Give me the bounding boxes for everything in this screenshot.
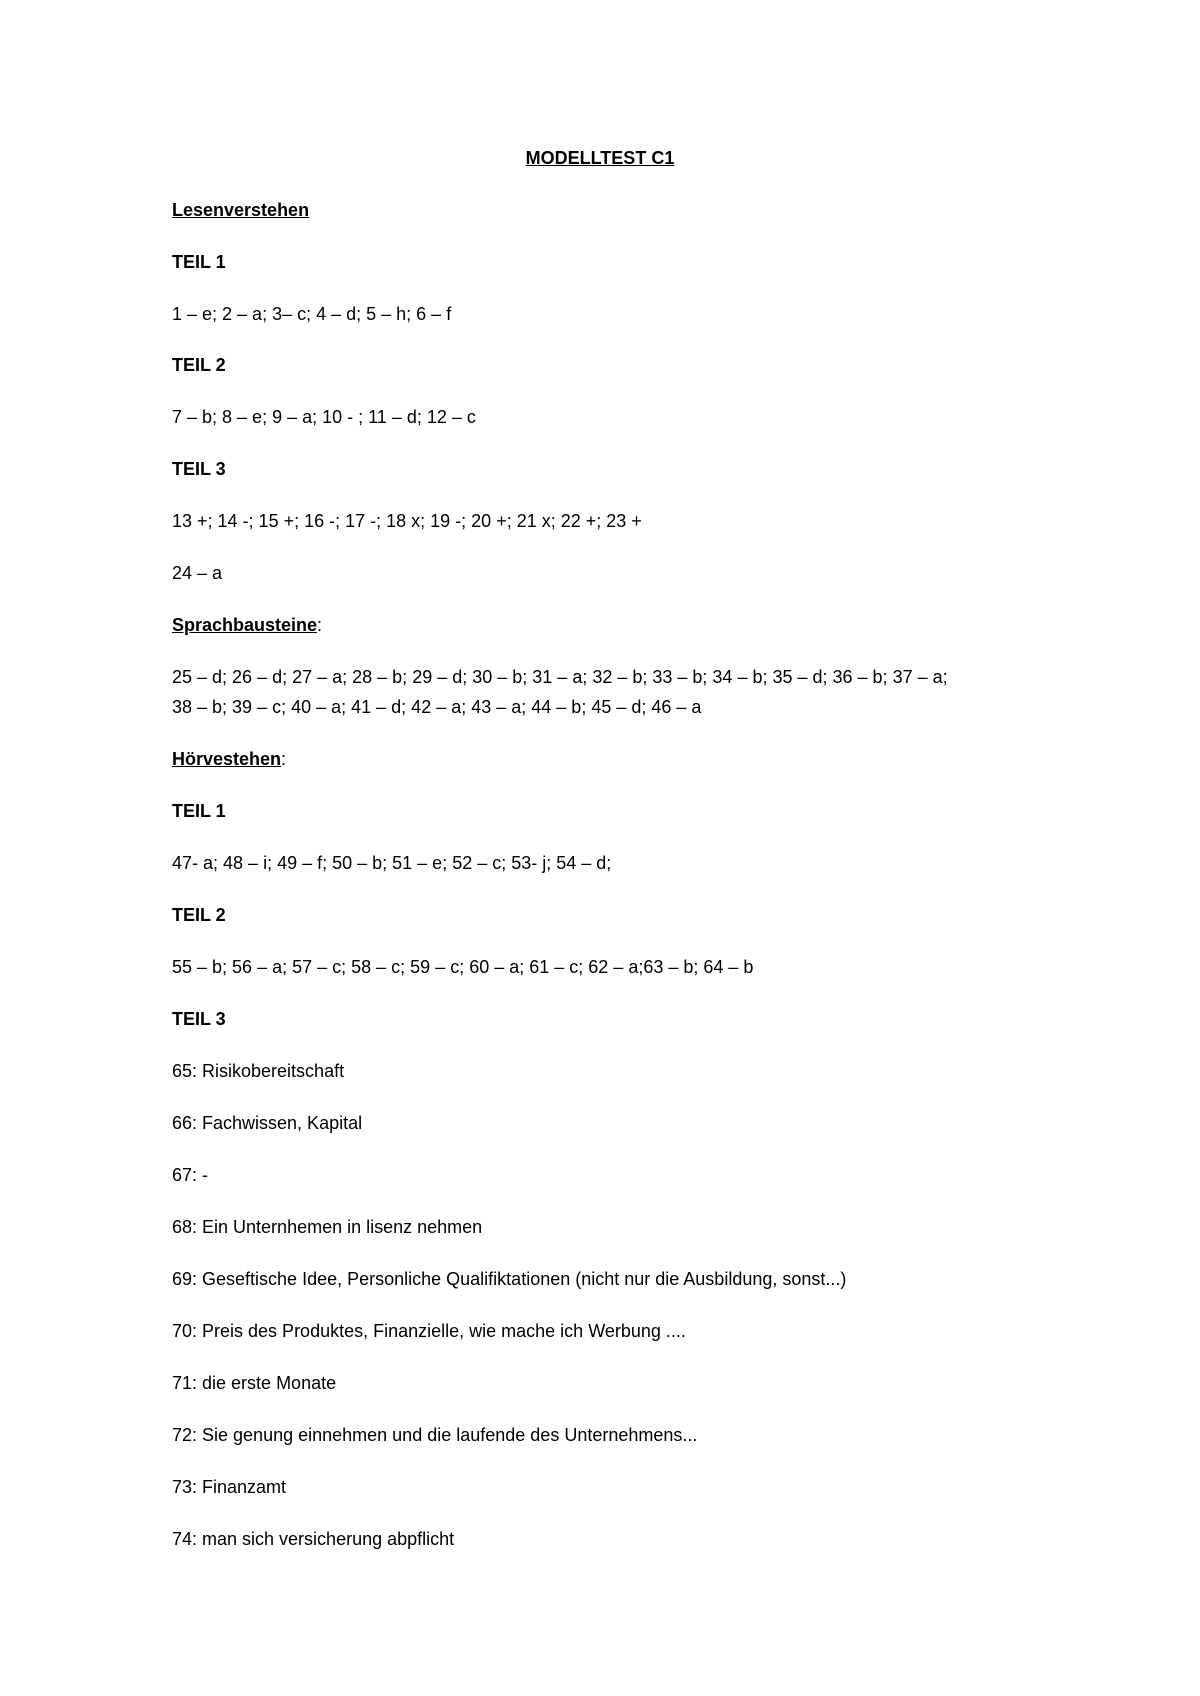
section-heading-sprachbausteine: Sprachbausteine: [172, 615, 318, 635]
hoer-teil-3-item: 66: Fachwissen, Kapital: [172, 1113, 363, 1133]
section-heading-lesenverstehen: Lesenverstehen: [172, 200, 310, 220]
teil-1-answers: 1 – e; 2 – a; 3– c; 4 – d; 5 – h; 6 – f: [172, 304, 452, 324]
hoer-teil-2-answers: 55 – b; 56 – a; 57 – c; 58 – c; 59 – c; 60 – a; 61 – c; 62 – a;63 – b; 64 – b: [172, 957, 754, 977]
teil-2-answers: 7 – b; 8 – e; 9 – a; 10 - ; 11 – d; 12 – c: [172, 407, 476, 427]
hoer-teil-3-item: 74: man sich versicherung abpflicht: [172, 1529, 455, 1549]
teil-1-label: TEIL 1: [172, 252, 226, 272]
teil-3-extra-answer: 24 – a: [172, 563, 223, 583]
sprachbausteine-answers-line-2: 38 – b; 39 – c; 40 – a; 41 – d; 42 – a; 43 – a; 44 – b; 45 – d; 46 – a: [172, 697, 702, 717]
hoer-teil-3-item: 69: Geseftische Idee, Personliche Qualifiktationen (nicht nur die Ausbildung, sonst...): [172, 1269, 847, 1289]
document-title: MODELLTEST C1: [525, 148, 675, 168]
hoer-teil-3-item: 68: Ein Unternhemen in lisenz nehmen: [172, 1217, 483, 1237]
heading-colon: :: [317, 615, 323, 635]
teil-2-label: TEIL 2: [172, 355, 226, 375]
hoer-teil-3-item: 65: Risikobereitschaft: [172, 1061, 345, 1081]
hoer-teil-3-item: 71: die erste Monate: [172, 1373, 337, 1393]
heading-colon: :: [281, 749, 287, 769]
teil-3-answers: 13 +; 14 -; 15 +; 16 -; 17 -; 18 x; 19 -; 20 +; 21 x; 22 +; 23 +: [172, 511, 642, 531]
section-heading-hoerverstehen-row: [172, 747, 286, 771]
sprachbausteine-answers-line-1: 25 – d; 26 – d; 27 – a; 28 – b; 29 – d; 30 – b; 31 – a; 32 – b; 33 – b; 34 – b; 35 – d; 36 – b; 37 – a;: [172, 667, 948, 687]
hoer-teil-3-item: 67: -: [172, 1165, 209, 1185]
hoer-teil-3-label: TEIL 3: [172, 1009, 226, 1029]
hoer-teil-2-label: TEIL 2: [172, 905, 226, 925]
hoer-teil-1-label: TEIL 1: [172, 801, 226, 821]
hoer-teil-1-answers: 47- a; 48 – i; 49 – f; 50 – b; 51 – e; 52 – c; 53- j; 54 – d;: [172, 853, 612, 873]
hoer-teil-3-item: 73: Finanzamt: [172, 1477, 287, 1497]
section-heading-sprachbausteine-row: [172, 613, 322, 637]
teil-3-label: TEIL 3: [172, 459, 226, 479]
section-heading-hoerverstehen: Hörvestehen: [172, 749, 282, 769]
hoer-teil-3-item: 72: Sie genung einnehmen und die laufende des Unternehmens...: [172, 1425, 698, 1445]
hoer-teil-3-item: 70: Preis des Produktes, Finanzielle, wie mache ich Werbung ....: [172, 1321, 686, 1341]
